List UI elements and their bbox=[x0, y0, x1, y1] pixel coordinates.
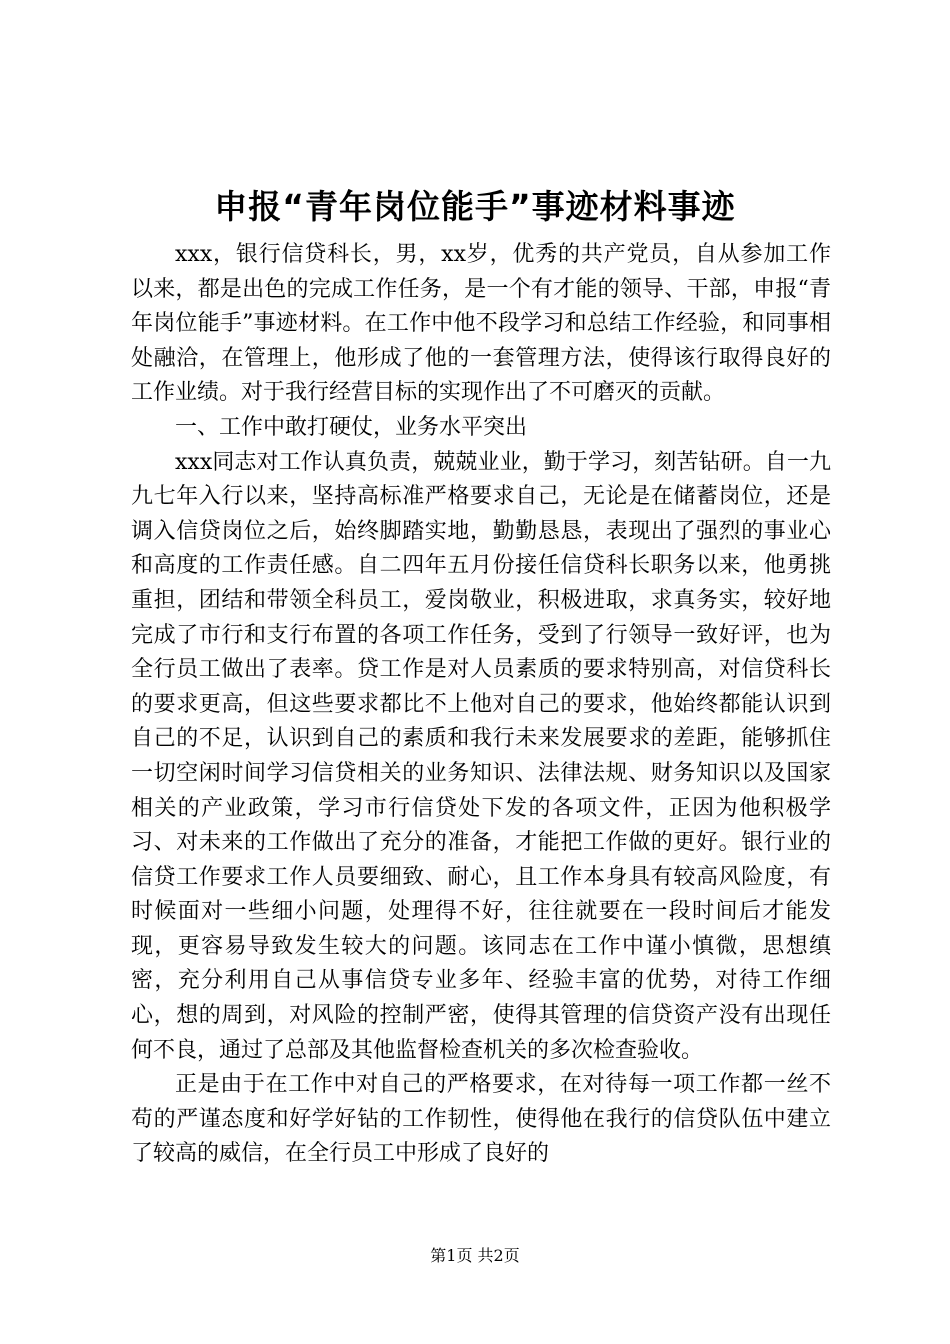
section-heading-1: 一、工作中敢打硬仗，业务水平突出 bbox=[175, 414, 528, 440]
paragraph-intro: xxx，银行信贷科长，男，xx岁，优秀的共产党员，自从参加工作以来，都是出色的完成工作任务，是一个有才能的领导、干部，申报“青年岗位能手”事迹材料。在工作中他不段学习和总结工作经验，和同事相处融洽，在管理上，他形成了他的一套管理方法，使得该行取得良好的工作业绩。对于我行经营目标的实现作出了不可磨灭的贡献。 bbox=[131, 242, 831, 406]
paragraph-continuation: 正是由于在工作中对自己的严格要求，在对待每一项工作都一丝不苟的严谨态度和好学好钻的工作韧性，使得他在我行的信贷队伍中建立了较高的威信，在全行员工中形成了良好的 bbox=[131, 1072, 831, 1167]
paragraph-section-1: xxx同志对工作认真负责，兢兢业业，勤于学习，刻苦钻研。自一九九七年入行以来，坚持高标准严格要求自己，无论是在储蓄岗位，还是调入信贷岗位之后，始终脚踏实地，勤勤恳恳，表现出了强烈的事业心和高度的工作责任感。自二四年五月份接任信贷科长职务以来，他勇挑重担，团结和带领全科员工，爱岗敬业，积极进取，求真务实，较好地完成了市行和支行布置的各项工作任务，受到了行领导一致好评，也为全行员工做出了表率。贷工作是对人员素质的要求特别高，对信贷科长的要求更高，但这些要求都比不上他对自己的要求，他始终都能认识到自己的不足，认识到自己的素质和我行未来发展要求的差距，能够抓住一切空闲时间学习信贷相关的业务知识、法律法规、财务知识以及国家相关的产业政策，学习市行信贷处下发的各项文件，正因为他积极学习、对未来的工作做出了充分的准备，才能把工作做的更好。银行业的信贷工作要求工作人员要细致、耐心，且工作本身具有较高风险度，有时候面对一些细小问题，处理得不好，往往就要在一段时间后才能发现，更容易导致发生较大的问题。该同志在工作中谨小慎微，思想缜密，充分利用自己从事信贷专业多年、经验丰富的优势，对待工作细心，想的周到，对风险的控制严密，使得其管理的信贷资产没有出现任何不良，通过了总部及其他监督检查机关的多次检查验收。 bbox=[131, 449, 831, 1063]
document-title: 申报“青年岗位能手”事迹材料事迹 bbox=[214, 187, 736, 226]
document-body bbox=[131, 238, 831, 1172]
page-number-footer: 第1页 共2页 bbox=[430, 1246, 520, 1265]
